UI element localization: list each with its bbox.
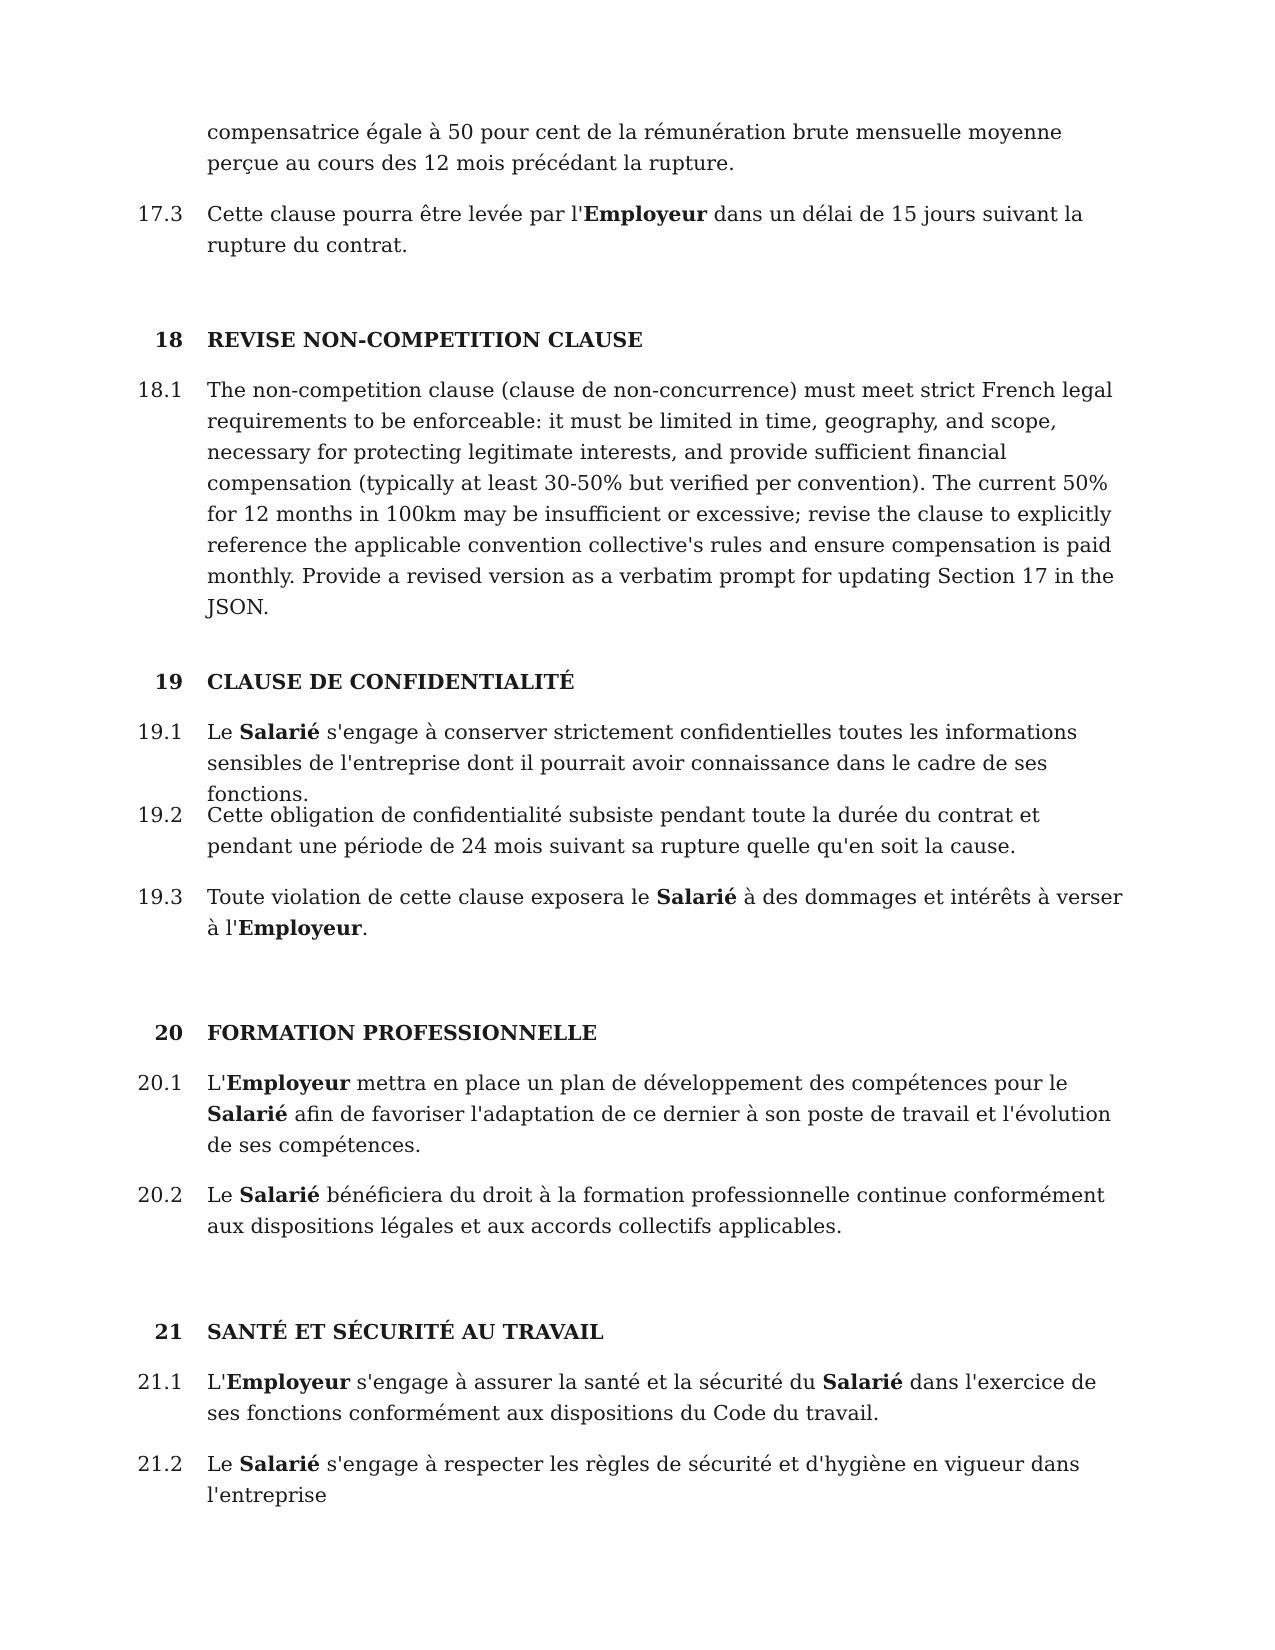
clause-text: Cette obligation de confidentialité subsiste pendant toute la durée du contrat et pendant une période de 24 mois suivant sa rupture quelle qu'en soit la cause. [207,803,1040,858]
section-number: 21 [154,1320,183,1344]
term-salarie: Salarié [207,1102,288,1126]
term-salarie: Salarié [656,885,738,909]
section-title: FORMATION PROFESSIONNELLE [207,1021,598,1045]
clause-text: Cette clause pourra être levée par l'Employeur dans un délai de 15 jours suivant la rupture du contrat. [207,202,1084,257]
clause-text: Le Salarié s'engage à respecter les règles de sécurité et d'hygiène en vigueur dans l'entreprise [207,1452,1080,1507]
section-number: 20 [154,1021,183,1045]
clause-number: 21.2 [137,1452,183,1476]
clause-text: L'Employeur s'engage à assurer la santé et la sécurité du Salarié dans l'exercice de ses fonctions conformément aux dispositions du Code du travail. [207,1370,1097,1425]
term-salarie: Salarié [239,1452,321,1476]
section-title: CLAUSE DE CONFIDENTIALITÉ [207,670,575,694]
section-number: 19 [154,670,183,694]
clause-number: 19.2 [137,803,183,827]
clause-text: Le Salarié s'engage à conserver strictement confidentielles toutes les informations sensibles de l'entreprise dont il pourrait avoir connaissance dans le cadre de ses fonctions. [207,720,1078,806]
section-title: SANTÉ ET SÉCURITÉ AU TRAVAIL [207,1320,604,1344]
term-employeur: Employeur [226,1370,351,1394]
clause-number: 18.1 [137,378,183,402]
clause-text: The non-competition clause (clause de non-concurrence) must meet strict French legal requirements to be enforceable: it must be limited in time, geography, and scope, necessary for protecting legitimate interests, and provide sufficient financial compensation (typically at least 30-50% but verified per convention). The current 50% for 12 months in 100km may be insufficient or excessive; revise the clause to explicitly reference the applicable convention collective's rules and ensure compensation is paid monthly. Provide a revised version as a verbatim prompt for updating Section 17 in the JSON. [207,378,1115,619]
clause-text: Toute violation de cette clause exposera le Salarié à des dommages et intérêts à verser à l'Employeur. [207,885,1123,940]
clause-number: 17.3 [137,202,183,226]
term-salarie: Salarié [239,720,321,744]
term-employeur: Employeur [583,202,708,226]
term-employeur: Employeur [237,916,362,940]
term-employeur: Employeur [226,1071,351,1095]
term-salarie: Salarié [822,1370,904,1394]
clause-number: 19.1 [137,720,183,744]
clause-number: 19.3 [137,885,183,909]
section-number: 18 [154,328,183,352]
clause-number: 21.1 [137,1370,183,1394]
clause-text: Le Salarié bénéficiera du droit à la formation professionnelle continue conformément aux dispositions légales et aux accords collectifs applicables. [207,1183,1105,1238]
clause-text: compensatrice égale à 50 pour cent de la rémunération brute mensuelle moyenne perçue au cours des 12 mois précédant la rupture. [207,120,1063,175]
clause-text: L'Employeur mettra en place un plan de développement des compétences pour le Salarié afin de favoriser l'adaptation de ce dernier à son poste de travail et l'évolution de ses compétences. [207,1071,1111,1157]
clause-number: 20.1 [137,1071,183,1095]
section-title: REVISE NON-COMPETITION CLAUSE [207,328,643,352]
clause-number: 20.2 [137,1183,183,1207]
term-salarie: Salarié [239,1183,321,1207]
